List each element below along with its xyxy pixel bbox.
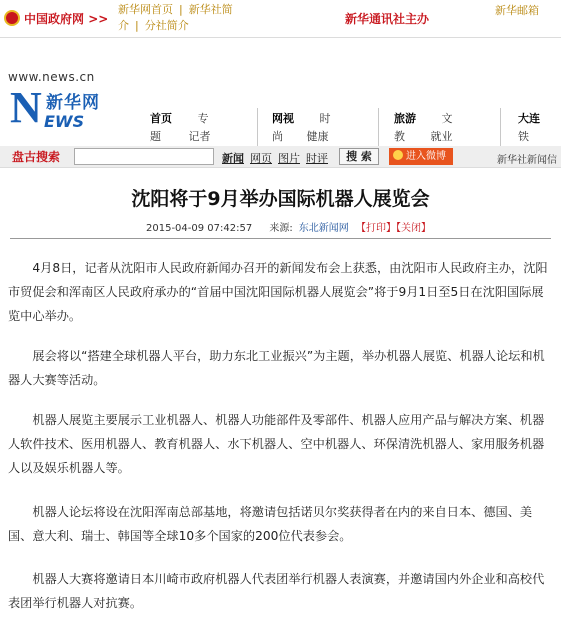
search-type-images[interactable]: 图片 [278,152,300,165]
nav-jobs[interactable]: 就业 [430,130,453,143]
nav-culture[interactable]: 文 [441,112,453,125]
top-link-agency-intro[interactable]: 新华社简介 [118,3,233,32]
nav-health[interactable]: 健康 [306,130,329,143]
site-logo[interactable] [8,70,123,144]
nav-group-4 [518,110,561,146]
search-type-commentary[interactable]: 时评 [306,152,328,165]
article-paragraph: 机器人大赛将邀请日本川崎市政府机器人代表团举行机器人表演赛，并邀请国内外企业和高校代表团举行机器人对抗赛。 [8,572,545,610]
nav-special-2[interactable]: 题 [150,130,161,143]
article-datetime: 2015-04-09 07:42:57 [146,223,253,234]
nav-rail[interactable]: 铁 [518,130,529,143]
logo-brand: 新华网 [46,93,100,113]
search-input[interactable] [74,148,214,165]
nav-divider [257,108,258,148]
search-label: 盘古搜索 [12,150,61,164]
source-label: 来源: [269,223,293,234]
nav-home[interactable]: 首页 [150,112,172,125]
gov-portal-link[interactable] [4,8,108,28]
weibo-icon [393,150,403,160]
article-paragraph: 展会将以“搭建全球机器人平台，助力东北工业振兴”为主题，举办机器人展览、机器人论坛和机器人大赛等活动。 [8,349,545,387]
weibo-button-label: 进入微博 [406,151,446,162]
nav-education[interactable]: 教 [394,130,405,143]
top-bar [0,0,561,38]
article-paragraph: 4月8日，记者从沈阳市人民政府新闻办召开的新闻发布会上获悉，由沈阳市人民政府主办，沈阳市贸促会和浑南区人民政府承办的“首届中国沈阳国际机器人展览会”将于9月1日至5日在沈阳国际展览中心举办。 [8,261,548,323]
logo-ews: EWS [44,112,85,131]
weibo-button[interactable] [389,148,453,165]
mailbox-link[interactable]: 新华邮箱 [495,4,539,17]
print-button[interactable]: 【打印】 [355,223,396,234]
search-type-news[interactable]: 新闻 [222,152,244,165]
top-link-home[interactable]: 新华网首页 [118,3,173,16]
news-client-link[interactable]: 新华社新闻信 [497,155,557,166]
top-links [118,2,253,34]
nav-travel[interactable]: 旅游 [394,112,416,125]
article-meta [146,219,431,234]
divider [10,238,551,239]
article-paragraph: 机器人展览主要展示工业机器人、机器人功能部件及零部件、机器人应用产品与解决方案、机器人软件技术、医用机器人、教育机器人、水下机器人、空中机器人、环保清洗机器人、家用服务机器人以及娱乐机器人等。 [8,413,545,475]
agency-title: 新华通讯社主办 [345,12,430,26]
article-paragraph: 机器人论坛将设在沈阳浑南总部基地，将邀请包括诺贝尔奖获得者在内的来自日本、德国、美国、意大利、瑞士、韩国等全球10多个国家的200位代表参会。 [8,505,533,543]
divider: | [135,19,139,32]
search-button[interactable]: 搜 索 [339,148,379,165]
nav-group-1 [150,110,250,146]
nav-divider [500,108,501,148]
nav-group-2 [272,110,372,146]
nav-video[interactable]: 网视 [272,112,294,125]
gov-portal-label: 中国政府网 >> [24,11,109,26]
nav-dalian[interactable]: 大连 [518,112,540,125]
divider: | [179,3,183,16]
source-link[interactable]: 东北新闻网 [298,223,349,234]
article-title: 沈阳将于9月举办国际机器人展览会 [131,188,430,210]
nav-fashion[interactable]: 时 [319,112,331,125]
nav-special[interactable]: 专 [197,112,209,125]
search-bar [0,146,561,168]
close-button[interactable]: 【关闭】 [395,223,431,234]
nav-fashion-2[interactable]: 尚 [272,130,283,143]
national-emblem-icon [4,10,20,26]
top-link-branch-intro[interactable]: 分社简介 [144,19,189,32]
logo-url: www.news.cn [8,70,95,84]
nav-divider [378,108,379,148]
nav-group-3 [394,110,494,146]
logo-letter: N [10,83,42,132]
search-type-tabs [222,150,334,166]
nav-reporter[interactable]: 记者 [188,130,211,143]
search-type-web[interactable]: 网页 [250,152,272,165]
